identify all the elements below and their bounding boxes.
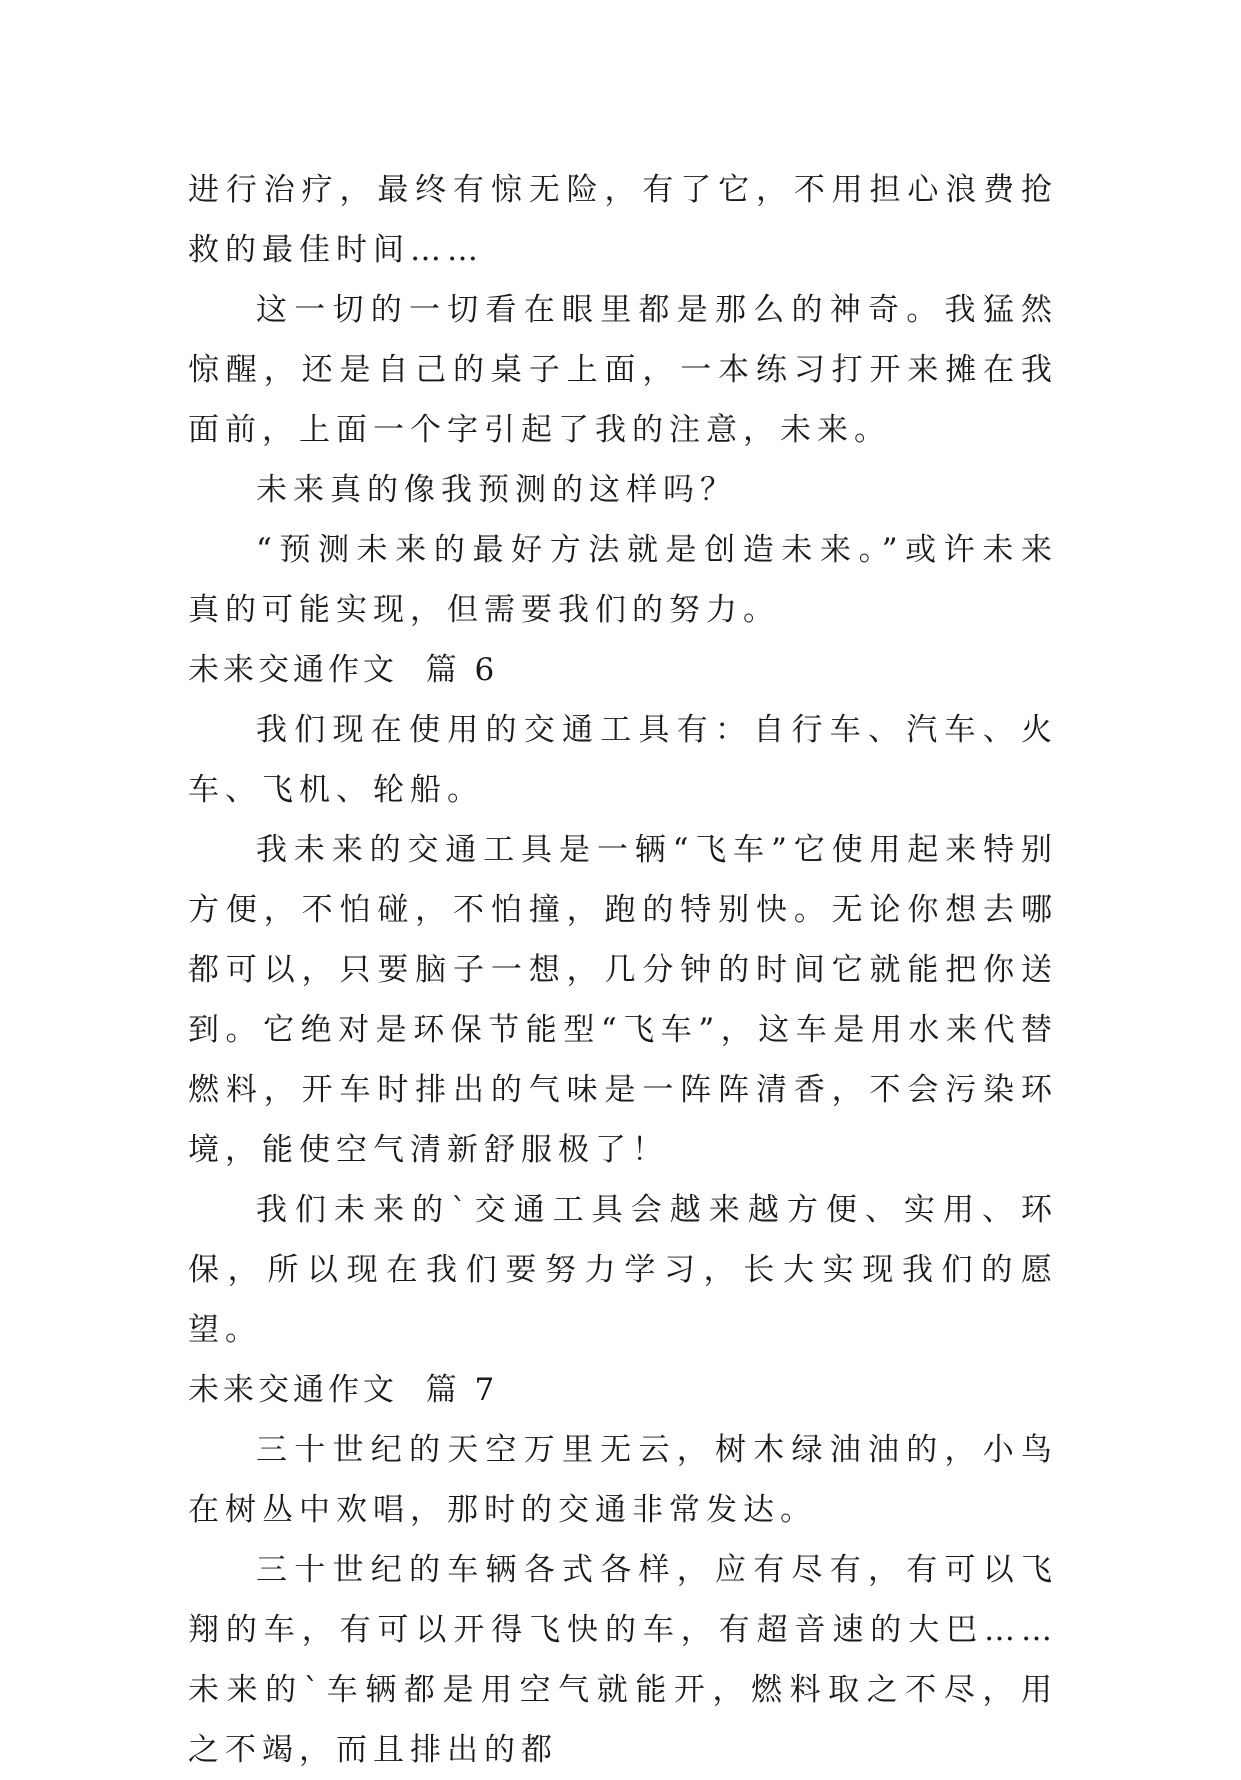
paragraph: 这一切的一切看在眼里都是那么的神奇。我猛然惊醒，还是自己的桌子上面，一本练习打开来摊在我面前，上面一个字引起了我的注意，未来。 xyxy=(188,292,1058,448)
section-heading: 未来交通作文 篇 7 xyxy=(188,1372,499,1408)
paragraph: “预测未来的最好方法就是创造未来。”或许未来真的可能实现，但需要我们的努力。 xyxy=(188,532,1058,628)
paragraph: 未来真的像我预测的这样吗？ xyxy=(256,472,737,508)
section-heading: 未来交通作文 篇 6 xyxy=(188,652,499,688)
document-body xyxy=(188,160,1058,1780)
paragraph: 三十世纪的车辆各式各样，应有尽有，有可以飞翔的车，有可以开得飞快的车，有超音速的大巴……未来的`车辆都是用空气就能开，燃料取之不尽，用之不竭，而且排出的都 xyxy=(188,1552,1058,1768)
paragraph: 三十世纪的天空万里无云，树木绿油油的，小鸟在树丛中欢唱，那时的交通非常发达。 xyxy=(188,1432,1058,1528)
paragraph: 我未来的交通工具是一辆“飞车”它使用起来特别方便，不怕碰，不怕撞，跑的特别快。无论你想去哪都可以，只要脑子一想，几分钟的时间它就能把你送到。它绝对是环保节能型“飞车”，这车是用水来代替燃料，开车时排出的气味是一阵阵清香，不会污染环境，能使空气清新舒服极了！ xyxy=(188,832,1058,1168)
paragraph: 我们现在使用的交通工具有：自行车、汽车、火车、飞机、轮船。 xyxy=(188,712,1058,808)
paragraph: 进行治疗，最终有惊无险，有了它，不用担心浪费抢救的最佳时间…… xyxy=(188,172,1058,268)
paragraph: 我们未来的`交通工具会越来越方便、实用、环保，所以现在我们要努力学习，长大实现我们的愿望。 xyxy=(188,1192,1058,1348)
